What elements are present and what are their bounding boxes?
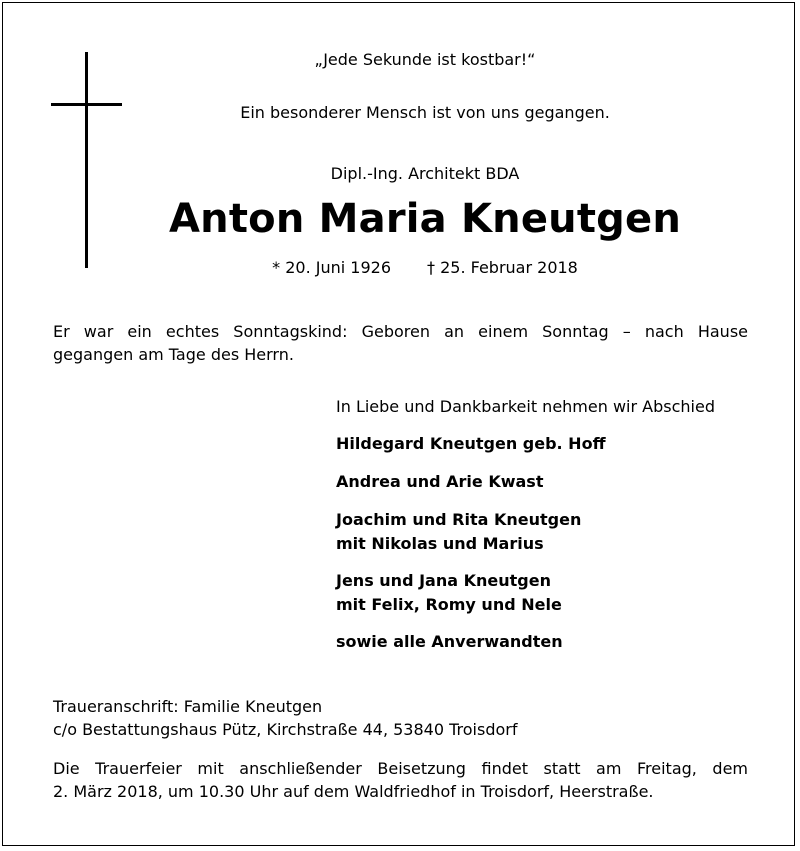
cross-horizontal-bar: [51, 103, 122, 106]
tribute-paragraph: [53, 320, 748, 366]
mourning-address: [53, 695, 748, 741]
mourner-line: Joachim und Rita Kneutgen: [336, 510, 582, 529]
address-line-2: c/o Bestattungshaus Pütz, Kirchstraße 44, 53840 Troisdorf: [53, 720, 518, 739]
death-date: † 25. Februar 2018: [427, 258, 578, 277]
intro-text: Ein besonderer Mensch ist von uns gegangen.: [240, 103, 610, 122]
mourner-line: mit Felix, Romy und Nele: [336, 595, 562, 614]
mourner-line: mit Nikolas und Marius: [336, 534, 544, 553]
mourner-group-4: [336, 569, 562, 617]
tribute-line-2: gegangen am Tage des Herrn.: [53, 345, 294, 364]
mourner-group-3: [336, 508, 581, 556]
ceremony-line-1: Die Trauerfeier mit anschließender Beisetzung findet statt am Freitag, dem: [53, 759, 748, 778]
quote: „Jede Sekunde ist kostbar!“: [314, 50, 536, 69]
farewell-text: In Liebe und Dankbarkeit nehmen wir Abschied: [336, 397, 715, 416]
ceremony-info: [53, 757, 748, 803]
mourner-line: Andrea und Arie Kwast: [336, 472, 544, 491]
birth-date: * 20. Juni 1926: [272, 258, 391, 277]
mourner-line: sowie alle Anverwandten: [336, 632, 563, 651]
life-dates: [120, 258, 730, 277]
cross-vertical-bar: [85, 52, 88, 268]
ceremony-line-2: 2. März 2018, um 10.30 Uhr auf dem Waldfriedhof in Troisdorf, Heerstraße.: [53, 782, 654, 801]
deceased-name: Anton Maria Kneutgen: [168, 196, 682, 242]
mourner-line: Hildegard Kneutgen geb. Hoff: [336, 434, 606, 453]
mourner-group-1: [336, 432, 606, 456]
address-line-1: Traueranschrift: Familie Kneutgen: [53, 697, 323, 716]
professional-title: Dipl.-Ing. Architekt BDA: [330, 164, 520, 183]
mourner-group-2: [336, 470, 543, 494]
mourner-line: Jens und Jana Kneutgen: [336, 571, 551, 590]
mourner-group-5: [336, 630, 563, 654]
tribute-line-1: Er war ein echtes Sonntagskind: Geboren an einem Sonntag – nach Hause: [53, 322, 748, 341]
